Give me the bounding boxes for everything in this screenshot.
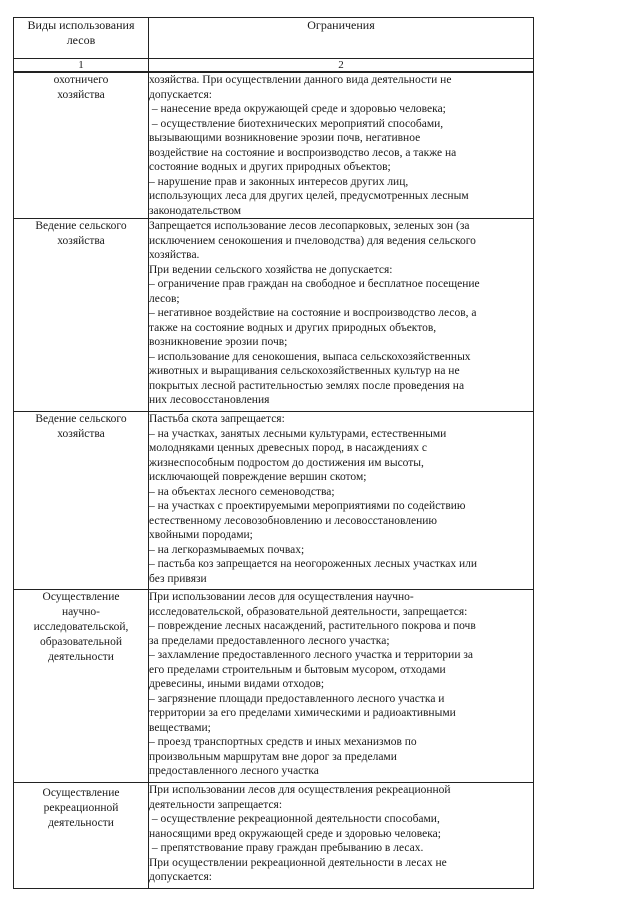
text-line: состояние водных и других природных объектов; bbox=[149, 161, 391, 173]
label-line: Осуществление bbox=[42, 787, 120, 799]
header-line: Виды использования bbox=[27, 18, 135, 32]
row-restrictions bbox=[149, 783, 534, 889]
text-line: При осуществлении рекреационной деятельности в лесах не bbox=[149, 856, 447, 869]
text-line: Пастьба скота запрещается: bbox=[149, 413, 285, 425]
label-line: рекреационной bbox=[43, 802, 119, 814]
row-restrictions bbox=[149, 219, 534, 412]
text-line: его пределами строительным и бытовым мусором, отходами bbox=[149, 663, 446, 676]
label-line: хозяйства bbox=[57, 89, 105, 101]
row-restrictions bbox=[149, 72, 534, 219]
text-line: покрытых лесной растительностью землях после проведения на bbox=[149, 379, 465, 392]
text-line: исключающей повреждение вершин скотом; bbox=[149, 471, 367, 483]
row-label bbox=[14, 590, 149, 783]
text-line: – препятствование праву граждан пребыванию в лесах. bbox=[149, 842, 424, 854]
table-row bbox=[14, 590, 534, 783]
text-line: допускается: bbox=[149, 871, 212, 883]
row-label bbox=[14, 783, 149, 889]
restrictions-table bbox=[13, 17, 534, 889]
label-line: Осуществление bbox=[42, 591, 120, 603]
label-line: образовательной bbox=[40, 636, 122, 648]
text-line: наносящими вред окружающей среде и здоровью человека; bbox=[149, 827, 441, 840]
table-row bbox=[14, 72, 534, 219]
row-label bbox=[14, 72, 149, 219]
label-line: исследовательской, bbox=[33, 621, 129, 633]
text-line: – на участках с проектируемыми мероприятиями по содействию bbox=[149, 500, 466, 512]
text-line: за пределами предоставленного лесного участка; bbox=[149, 634, 390, 647]
label-line: Ведение сельского bbox=[35, 220, 127, 232]
text-line: – ограничение прав граждан на свободное и бесплатное посещение bbox=[149, 278, 480, 290]
header-restrictions: Ограничения bbox=[149, 18, 534, 59]
row-label bbox=[14, 219, 149, 412]
text-line: молодняками ценных древесных пород, в насаждениях с bbox=[149, 442, 427, 454]
header-forest-use-types bbox=[14, 18, 149, 59]
label-line: охотничего bbox=[53, 74, 109, 86]
label-line: хозяйства bbox=[57, 428, 105, 440]
row-label bbox=[14, 412, 149, 590]
text-line: законодательством bbox=[149, 204, 242, 217]
text-line: хозяйства. bbox=[149, 249, 200, 261]
text-line: без привязи bbox=[149, 572, 207, 585]
text-line: – осуществление рекреационной деятельности способами, bbox=[149, 813, 440, 825]
text-line: При использовании лесов для осуществления научно- bbox=[149, 591, 414, 603]
text-line: – осуществление биотехнических мероприятий способами, bbox=[149, 117, 444, 130]
label-line: Ведение сельского bbox=[35, 413, 127, 425]
table-row bbox=[14, 412, 534, 590]
text-line: воздействие на состояние и воспроизводство лесов, а также на bbox=[149, 146, 457, 159]
text-line: – на участках, занятых лесными культурами, естественными bbox=[149, 427, 447, 440]
text-line: хозяйства. При осуществлении данного вида деятельности не bbox=[149, 74, 452, 86]
row-restrictions bbox=[149, 590, 534, 783]
text-line: деятельности запрещается: bbox=[149, 798, 283, 811]
text-line: веществами; bbox=[149, 721, 211, 734]
text-line: Запрещается использование лесов лесопарковых, зеленых зон (за bbox=[149, 220, 470, 232]
text-line: – нанесение вреда окружающей среде и здоровью человека; bbox=[149, 103, 446, 115]
table-header-row bbox=[14, 18, 534, 59]
text-line: территории за его пределами химическими и радиоактивными bbox=[149, 707, 456, 719]
text-line: – на легкоразмываемых почвах; bbox=[149, 543, 305, 556]
label-line: деятельности bbox=[48, 651, 114, 663]
text-line: – захламление предоставленного лесного участка и территории за bbox=[149, 649, 473, 661]
column-number-1: 1 bbox=[14, 59, 149, 73]
text-line: хвойными породами; bbox=[149, 529, 253, 541]
text-line: вызывающими возникновение эрозии почв, негативное bbox=[149, 132, 421, 144]
text-line: предоставленного лесного участка bbox=[149, 765, 319, 777]
column-number-2: 2 bbox=[149, 59, 534, 73]
table-row bbox=[14, 783, 534, 889]
text-line: При ведении сельского хозяйства не допускается: bbox=[149, 263, 393, 276]
text-line: – негативное воздействие на состояние и воспроизводство лесов, а bbox=[149, 307, 477, 319]
text-line: – использование для сенокошения, выпаса сельскохозяйственных bbox=[149, 350, 471, 363]
text-line: исследовательской, образовательной деятельности, запрещается: bbox=[149, 605, 468, 618]
label-line: хозяйства bbox=[57, 235, 105, 247]
text-line: – повреждение лесных насаждений, растительного покрова и почв bbox=[149, 620, 476, 632]
text-line: животных и выращивания сельскохозяйственных культур на не bbox=[149, 365, 460, 377]
table-row bbox=[14, 219, 534, 412]
text-line: древесины, иными видами отходов; bbox=[149, 678, 325, 690]
text-line: естественному лесовозобновлению и лесовосстановлению bbox=[149, 514, 438, 527]
text-line: При использовании лесов для осуществления рекреационной bbox=[149, 784, 451, 796]
row-restrictions bbox=[149, 412, 534, 590]
text-line: – загрязнение площади предоставленного лесного участка и bbox=[149, 692, 445, 705]
text-line: также на состояние водных и других природных объектов, bbox=[149, 321, 437, 334]
text-line: допускается: bbox=[149, 88, 212, 101]
text-line: использующих леса для других целей, предусмотренных лесным bbox=[149, 190, 469, 202]
text-line: лесов; bbox=[149, 292, 180, 305]
text-line: – на объектах лесного семеноводства; bbox=[149, 485, 335, 498]
label-line: деятельности bbox=[48, 817, 114, 829]
text-line: – нарушение прав и законных интересов других лиц, bbox=[149, 175, 409, 188]
label-line: научно- bbox=[62, 606, 100, 618]
text-line: жизнеспособным подростом до достижения им высоты, bbox=[149, 456, 424, 469]
header-line: лесов bbox=[66, 33, 96, 47]
text-line: исключением сенокошения и пчеловодства) для ведения сельского bbox=[149, 234, 476, 247]
text-line: – пастьба коз запрещается на неогороженных лесных участках или bbox=[149, 558, 478, 570]
column-number-row bbox=[14, 59, 534, 73]
text-line: произвольным маршрутам вне дорог за пределами bbox=[149, 750, 397, 763]
text-line: – проезд транспортных средств и иных механизмов по bbox=[149, 736, 417, 748]
text-line: них лесовосстановления bbox=[149, 394, 270, 406]
text-line: возникновение эрозии почв; bbox=[149, 336, 288, 348]
